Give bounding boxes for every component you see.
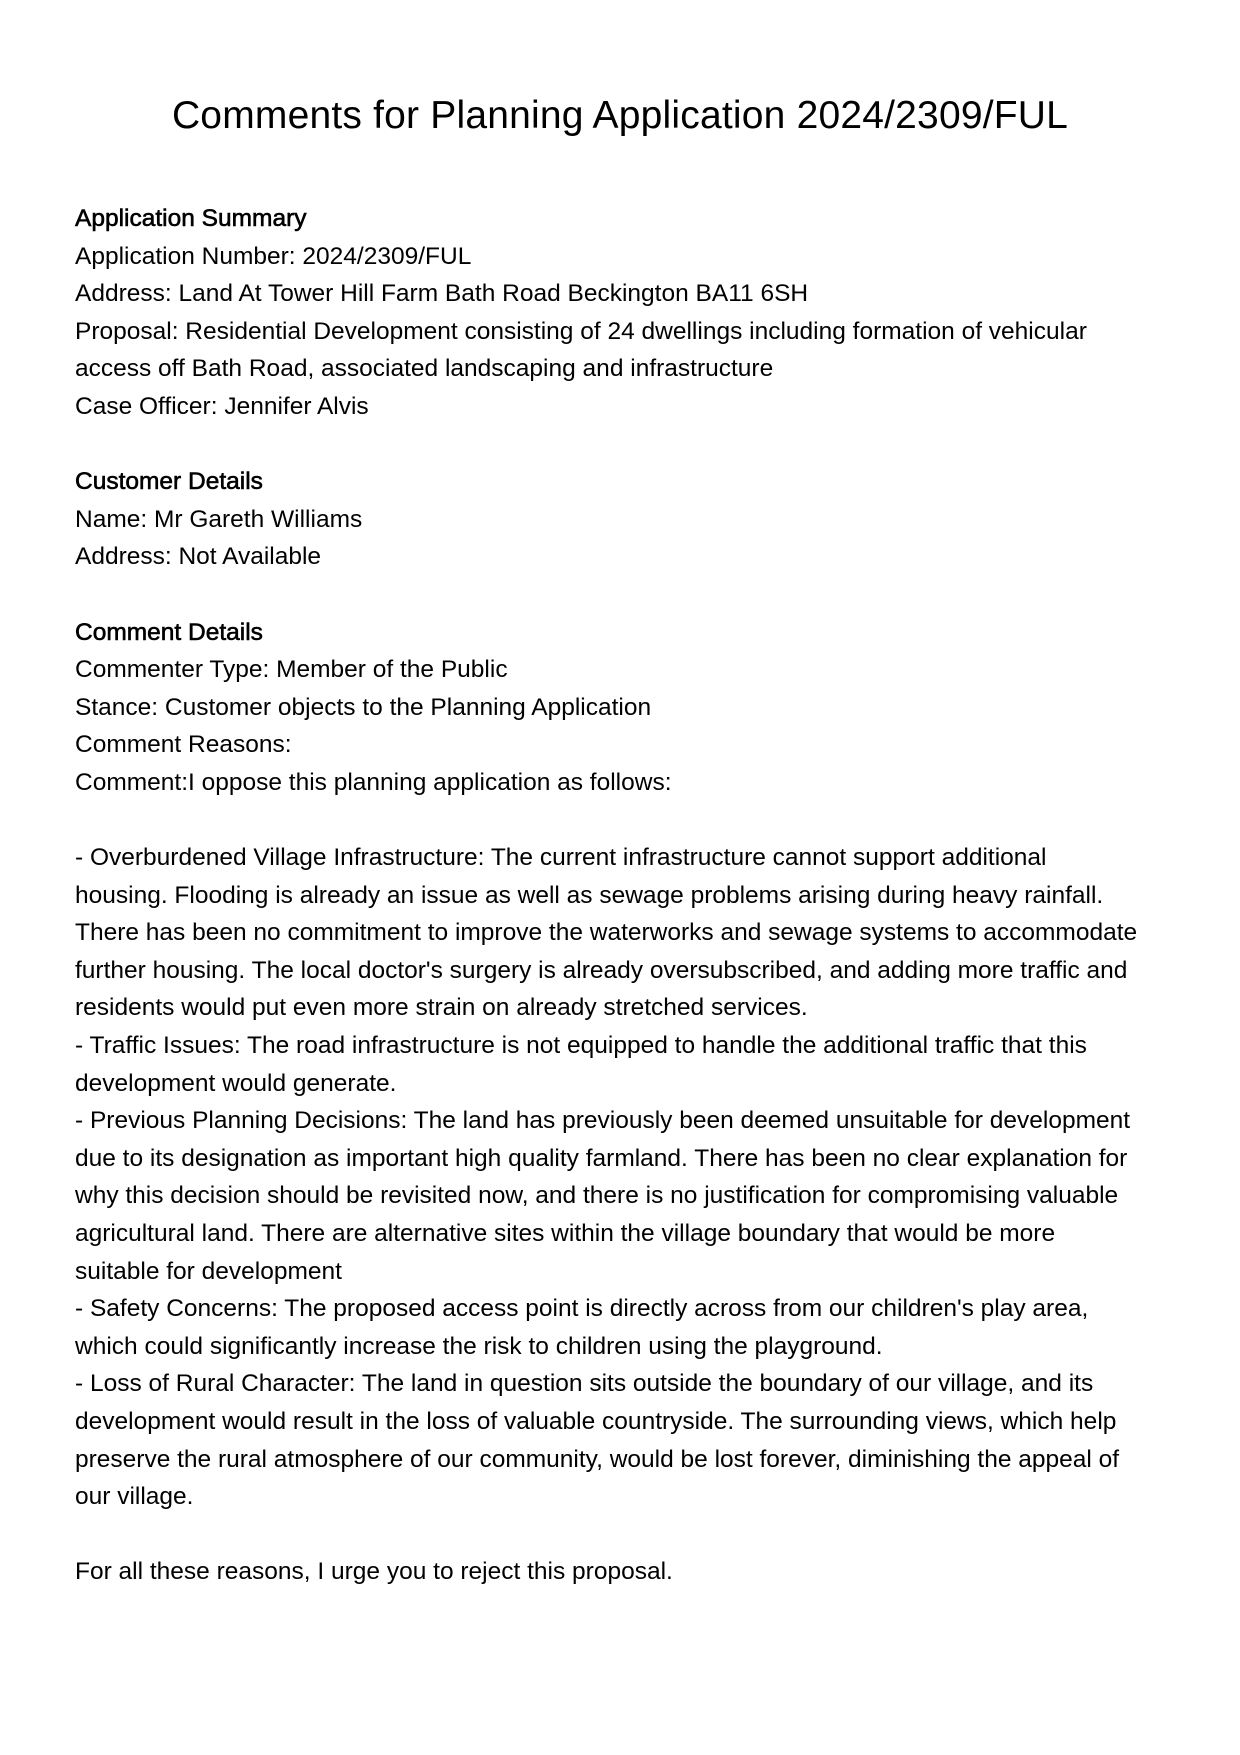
customer-name-line: Name: Mr Gareth Williams (75, 505, 363, 533)
comment-body-line: - Traffic Issues: The road infrastructure is not equipped to handle the additional traffic that this (75, 1032, 1087, 1060)
document-content (75, 200, 1175, 1591)
stance-line: Stance: Customer objects to the Planning Application (75, 693, 652, 721)
comment-details-heading: Comment Details (75, 618, 263, 646)
comment-reasons-line: Comment Reasons: (75, 731, 292, 759)
customer-details-section (75, 463, 1175, 576)
comment-body-line: development would generate. (75, 1069, 397, 1097)
comment-body-line: - Safety Concerns: The proposed access point is directly across from our children's play area, (75, 1295, 1089, 1323)
comment-body-line: There has been no commitment to improve the waterworks and sewage systems to accommodate (75, 919, 1138, 947)
application-summary-section (75, 200, 1175, 426)
proposal-line-1: Proposal: Residential Development consisting of 24 dwellings including formation of vehicular (75, 317, 1087, 345)
comment-body-line: preserve the rural atmosphere of our community, would be lost forever, diminishing the appeal of (75, 1445, 1120, 1473)
comment-body-line: - Previous Planning Decisions: The land has previously been deemed unsuitable for development (75, 1107, 1131, 1135)
comment-body-line: why this decision should be revisited now, and there is no justification for compromising valuable (75, 1182, 1119, 1210)
comment-body (75, 839, 1175, 1516)
comment-body-line: suitable for development (75, 1257, 342, 1285)
section-spacer (75, 1516, 1175, 1554)
comment-body-line: our village. (75, 1483, 194, 1511)
commenter-type-line: Commenter Type: Member of the Public (75, 656, 508, 684)
comment-body-line: due to its designation as important high quality farmland. There has been no clear explanation for (75, 1144, 1128, 1172)
comment-body-line: - Loss of Rural Character: The land in question sits outside the boundary of our village, and its (75, 1370, 1094, 1398)
section-spacer (75, 576, 1175, 614)
proposal-line-2: access off Bath Road, associated landscaping and infrastructure (75, 355, 774, 383)
comment-body-line: development would result in the loss of valuable countryside. The surrounding views, which help (75, 1408, 1117, 1435)
page-title: Comments for Planning Application 2024/2309/FUL (171, 94, 1069, 137)
closing-statement: For all these reasons, I urge you to reject this proposal. (75, 1558, 673, 1586)
comment-body-line: housing. Flooding is already an issue as well as sewage problems arising during heavy rainfall. (75, 881, 1104, 909)
application-number-line: Application Number: 2024/2309/FUL (75, 242, 472, 270)
comment-details-section (75, 614, 1175, 802)
customer-details-heading: Customer Details (75, 468, 263, 496)
section-spacer (75, 426, 1175, 464)
application-summary-heading: Application Summary (75, 205, 307, 232)
comment-body-line: further housing. The local doctor's surgery is already oversubscribed, and adding more traffic and (75, 956, 1128, 984)
comment-body-line: agricultural land. There are alternative sites within the village boundary that would be more (75, 1220, 1056, 1248)
application-address-line: Address: Land At Tower Hill Farm Bath Road Beckington BA11 6SH (75, 280, 809, 308)
case-officer-line: Case Officer: Jennifer Alvis (75, 392, 369, 420)
comment-intro-line: Comment:I oppose this planning application as follows: (75, 768, 672, 796)
customer-address-line: Address: Not Available (75, 543, 322, 571)
comment-body-line: which could significantly increase the risk to children using the playground. (75, 1332, 883, 1360)
comment-body-line: residents would put even more strain on already stretched services. (75, 994, 808, 1022)
section-spacer (75, 802, 1175, 840)
comment-body-line: - Overburdened Village Infrastructure: The current infrastructure cannot support additional (75, 844, 1047, 872)
